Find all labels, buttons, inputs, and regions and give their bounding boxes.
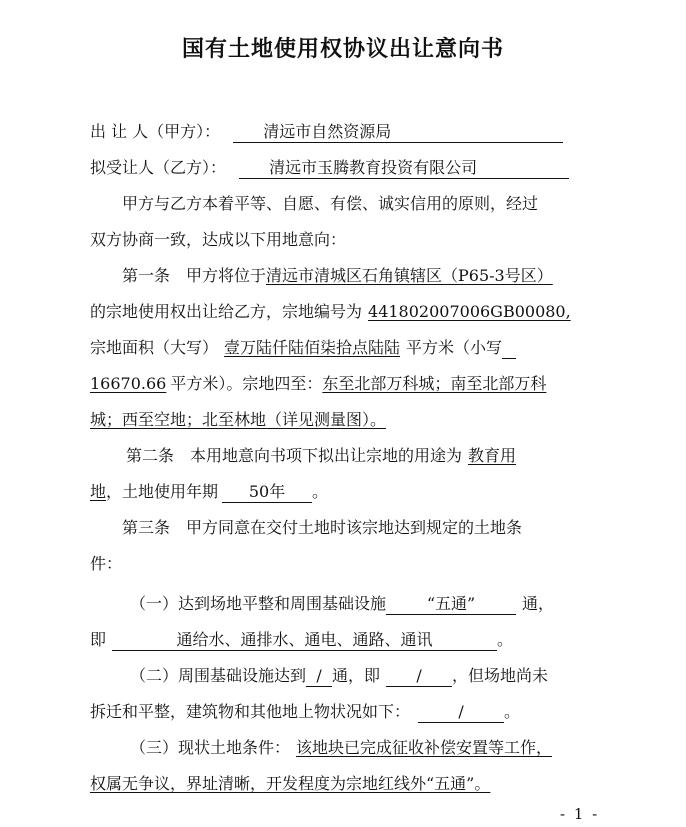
area-upper: 壹万陆仟陆佰柒拾点陆陆 <box>224 338 401 357</box>
condition-2-field-1 <box>306 666 332 687</box>
condition-2-value-1: / <box>316 666 322 685</box>
condition-1-list: 通给水、通排水、通电、通路、通讯 <box>176 630 433 649</box>
condition-2-text: （二）周围基础设施达到 <box>130 666 307 685</box>
condition-2-suffix: ，但场地尚未 <box>452 666 549 685</box>
condition-1-end: 。 <box>497 630 514 649</box>
bounds-1: 东至北部万科城；南至北部万科 <box>322 374 547 393</box>
condition-1-value: “五通” <box>426 594 476 613</box>
condition-2-line-1 <box>130 666 548 687</box>
condition-1-list-field <box>112 630 497 651</box>
condition-3-text-2: 权属无争议，界址清晰，开发程度为宗地红线外“五通”。 <box>90 774 491 793</box>
article-1-line-3 <box>90 338 516 359</box>
article-1-area-label: 宗地面积（大写） <box>90 338 219 357</box>
article-1-line-1 <box>122 266 553 286</box>
area-lower-blank <box>502 338 516 359</box>
condition-2-value-2: / <box>416 666 422 685</box>
article-3-line-1: 第三条 甲方同意在交付土地时该宗地达到规定的土地条 <box>122 518 523 537</box>
condition-1-suffix: 通， <box>522 594 555 613</box>
condition-3-line-1 <box>130 738 552 758</box>
party-a-field <box>233 122 563 143</box>
condition-2-mid: 通，即 <box>332 666 381 685</box>
party-b-field <box>239 158 569 179</box>
party-a-row <box>90 122 563 143</box>
article-2-end: 。 <box>312 482 329 501</box>
condition-1-text: （一）达到场地平整和周围基础设施 <box>130 594 387 613</box>
party-b-row <box>90 158 569 179</box>
condition-2-field-3 <box>418 702 504 723</box>
article-2-line-1 <box>126 446 516 466</box>
article-3-line-2: 件： <box>90 554 123 573</box>
term-field <box>222 482 312 503</box>
condition-2-value-3: / <box>458 702 464 721</box>
condition-2-text-2: 拆迁和平整，建筑物和其他地上物状况如下： <box>90 702 411 721</box>
party-b-label: 拟受让人（乙方）： <box>90 158 227 177</box>
article-1-line-5 <box>90 410 386 430</box>
condition-3-text-1: 该地块已完成征收补偿安置等工作， <box>296 738 553 757</box>
intro-line-1: 甲方与乙方本着平等、自愿、有偿、诚实信用的原则，经过 <box>122 194 539 213</box>
condition-2-end: 。 <box>504 702 521 721</box>
area-lower: 16670.66 <box>90 374 167 393</box>
condition-3-label: （三）现状土地条件： <box>130 738 291 757</box>
article-1-parcel-text: 的宗地使用权出让给乙方，宗地编号为 <box>90 302 363 321</box>
term-label: ，土地使用年期 <box>106 482 219 501</box>
condition-1-field <box>386 594 516 615</box>
article-1-bounds-label: 平方米）。宗地四至： <box>170 374 323 393</box>
article-1-area-suffix: 平方米（小写 <box>406 338 503 357</box>
party-b-value: 清远市玉腾教育投资有限公司 <box>269 158 478 177</box>
document-title: 国有土地使用权协议出让意向书 <box>181 37 504 62</box>
condition-1-line-1 <box>130 594 554 615</box>
party-a-value: 清远市自然资源局 <box>263 122 392 141</box>
condition-1-line-2 <box>90 630 513 651</box>
condition-2-field-2 <box>386 666 452 687</box>
condition-3-line-2 <box>90 774 490 794</box>
condition-1-prefix: 即 <box>90 630 107 649</box>
article-2-line-2 <box>90 482 328 503</box>
land-use-2: 地 <box>90 482 107 501</box>
condition-2-line-2 <box>90 702 520 723</box>
article-1-location: 清远市清城区石角镇辖区（P65-3号区） <box>266 266 553 285</box>
party-a-label: 出 让 人（甲方）： <box>90 122 221 141</box>
article-1-line-4 <box>90 374 546 394</box>
article-1-line-2 <box>90 302 571 322</box>
article-1-prefix: 第一条 甲方将位于 <box>122 266 267 285</box>
page-number: - 1 - <box>560 805 600 823</box>
intro-line-2: 双方协商一致，达成以下用地意向： <box>90 230 347 249</box>
term-value: 50年 <box>248 482 286 501</box>
parcel-code: 441802007006GB00080, <box>368 302 571 321</box>
bounds-2: 城；西至空地；北至林地（详见测量图）。 <box>90 410 387 429</box>
article-2-text: 第二条 本用地意向书项下拟出让宗地的用途为 <box>126 446 463 465</box>
land-use-1: 教育用 <box>468 446 517 465</box>
